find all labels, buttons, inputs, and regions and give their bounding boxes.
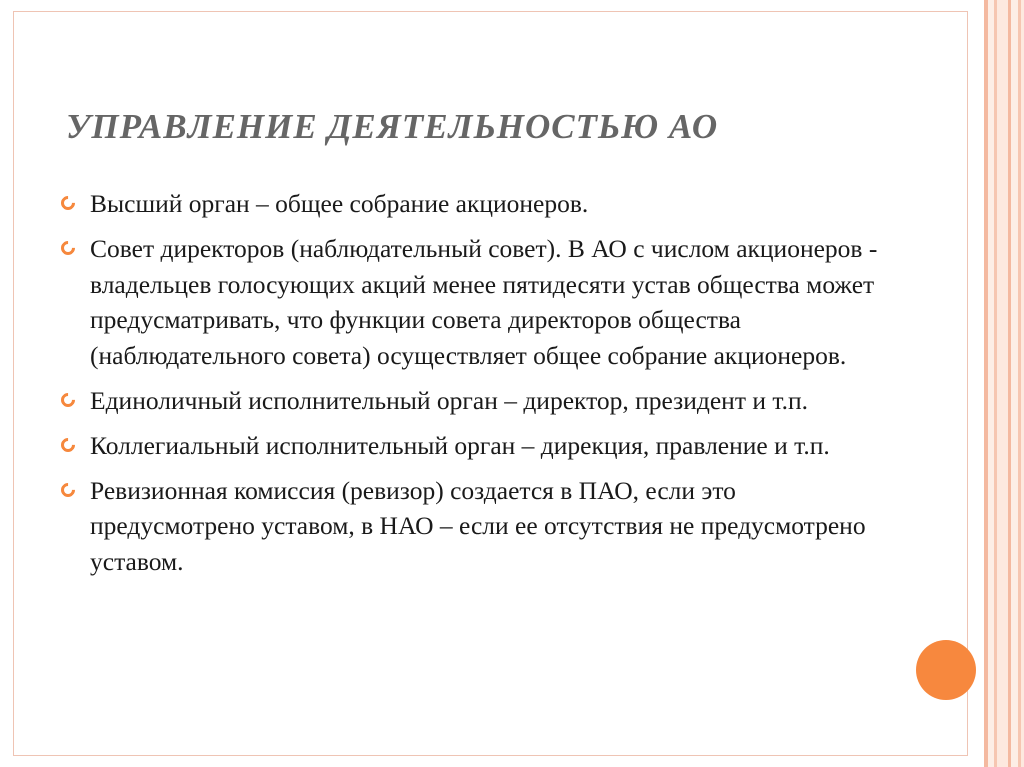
bullet-text: Совет директоров (наблюдательный совет). В АО с числом акционеров - владельцев голосующих акций менее пятидесяти устав общества может предусматривать, что функции совета директоров общества (наблюдательного совета) осуществляет общее собрание акционеров. [90, 234, 878, 370]
bullet-text: Единоличный исполнительный орган – директор, президент и т.п. [90, 385, 808, 415]
slide-title: УПРАВЛЕНИЕ ДЕЯТЕЛЬНОСТЬЮ АО [66, 107, 719, 146]
bullet-icon [58, 390, 78, 410]
bullet-item [60, 473, 880, 580]
bullet-text: Высший орган – общее собрание акционеров. [90, 189, 589, 218]
bullet-text: Ревизионная комиссия (ревизор) создается в ПАО, если это предусмотрено уставом, в НАО – если ее отсутствия не предусмотрено уставом. [90, 475, 866, 576]
bullet-icon [58, 193, 78, 213]
bullet-item [60, 231, 880, 373]
bullet-item [60, 383, 880, 419]
bullet-list [60, 186, 880, 589]
decorative-circle [916, 640, 976, 700]
decorative-stripes [980, 0, 1024, 767]
bullet-icon [58, 480, 78, 500]
bullet-item [60, 186, 880, 222]
bullet-item [60, 428, 880, 464]
bullet-icon [58, 238, 78, 258]
bullet-text: Коллегиальный исполнительный орган – дирекция, правление и т.п. [90, 430, 830, 460]
bullet-icon [58, 435, 78, 455]
